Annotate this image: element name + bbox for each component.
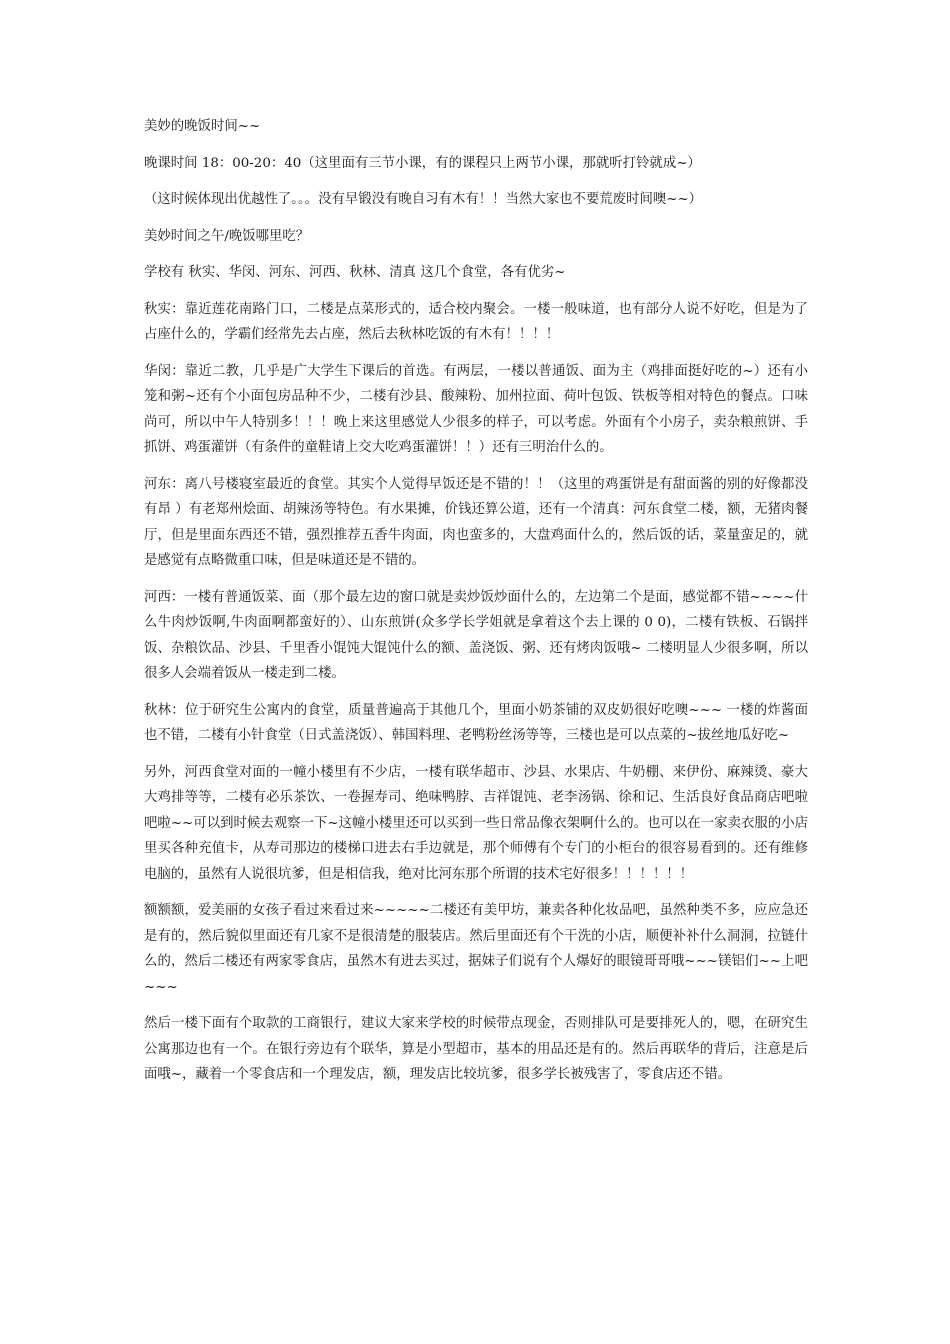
paragraph-small-building-shops: 另外，河西食堂对面的一幢小楼里有不少店，一楼有联华超市、沙县、水果店、牛奶棚、来伊份、麻辣烫、豪大大鸡排等等，二楼有必乐茶饮、一卷握寿司、绝味鸭脖、吉祥馄饨、老李汤锅、徐和记、生活良好食品商店吧啦吧啦~~可以到时候去观察一下~这幢小楼里还可以买到一些日常品像衣架啊什么的。也可以在一家卖衣服的小店里买各种充值卡，从寿司那边的楼梯口进去右手边就是，那个师傅有个专门的小柜台的很容易看到的。还有维修电脑的，虽然有人说很坑爹，但是相信我，绝对比河东那个所谓的技术宅好很多！！！！！！ [144, 764, 808, 882]
section-heading-where-to-eat: 美妙时间之午/晚饭哪里吃？ [144, 228, 310, 244]
paragraph-qiushi: 秋实：靠近莲花南路门口，二楼是点菜形式的，适合校内聚会。一楼一般味道，也有部分人说不好吃，但是为了占座什么的，学霸们经常先去占座，然后去秋林吃饭的有木有！！！！ [144, 301, 808, 342]
paragraph-qiulin: 秋林：位于研究生公寓内的食堂，质量普遍高于其他几个，里面小奶茶铺的双皮奶很好吃噢~~~ 一楼的炸酱面也不错，二楼有小针食堂（日式盖浇饭）、韩国料理、老鸭粉丝汤等等，三楼也是可以点菜的~拔丝地瓜好吃~ [144, 702, 808, 743]
page-title: 美妙的晚饭时间~~ [144, 119, 261, 134]
paragraph-advantage-note: （这时候体现出优越性了。。。没有早锻没有晚自习有木有！！当然大家也不要荒废时间噢~~） [144, 192, 703, 207]
paragraph-hexi: 河西：一楼有普通饭菜、面（那个最左边的窗口就是卖炒饭炒面什么的，左边第二个是面，感觉都不错~~~~什么牛肉炒饭啊,牛肉面啊都蛮好的）、山东煎饼(众多学长学姐就是拿着这个去上课的 0 0)，二楼有铁板、石锅拌饭、杂粮饮品、沙县、千里香小馄饨大馄饨什么的额、盖浇饭、粥、还有烤肉饭哦~ 二楼明显人少很多啊，所以很多人会端着饭从一楼走到二楼。 [144, 589, 808, 681]
paragraph-evening-class-time: 晚课时间 18：00-20：40（这里面有三节小课，有的课程只上两节小课，那就听打铃就成~） [144, 155, 701, 171]
paragraph-hedong: 河东：离八号楼寝室最近的食堂。其实个人觉得早饭还是不错的！！（这里的鸡蛋饼是有甜面酱的别的好像都没有昂 ）有老郑州烩面、胡辣汤等特色。有水果摊，价钱还算公道，还有一个清真：河东食堂二楼，额，无猪肉餐厅，但是里面东西还不错，强烈推荐五香牛肉面，肉也蛮多的，大盘鸡面什么的，然后饭的话，菜量蛮足的，就是感觉有点略微重口味，但是味道还是不错的。 [144, 476, 808, 568]
paragraph-beauty-shops: 额额额，爱美丽的女孩子看过来看过来~~~~~二楼还有美甲坊，兼卖各种化妆品吧，虽然种类不多，应应急还是有的，然后貌似里面还有几家不是很清楚的服装店。然后里面还有个干洗的小店，顺便补补什么洞洞，拉链什么的，然后二楼还有两家零食店，虽然木有进去买过，据妹子们说有个人爆好的眼镜哥哥哦~~~镁铝们~~上吧~~~ [144, 903, 808, 995]
document-body [144, 114, 808, 1099]
paragraph-bank-and-stores: 然后一楼下面有个取款的工商银行，建议大家来学校的时候带点现金，否则排队可是要排死人的，嗯，在研究生公寓那边也有一个。在银行旁边有个联华，算是小型超市，基本的用品还是有的。然后再联华的背后，注意是后面哦~，藏着一个零食店和一个理发店，额，理发店比较坑爹，很多学长被残害了，零食店还不错。 [144, 1016, 808, 1082]
paragraph-canteen-list: 学校有 秋实、华闵、河东、河西、秋林、清真 这几个食堂，各有优劣~ [144, 265, 566, 280]
paragraph-huamin: 华闵：靠近二教，几乎是广大学生下课后的首选。有两层，一楼以普通饭、面为主（鸡排面挺好吃的~）还有小笼和粥~还有个小面包房品种不少，二楼有沙县、酸辣粉、加州拉面、荷叶包饭、铁板等相对特色的餐点。口味尚可，所以中午人特别多！！！晚上来这里感觉人少很多的样子，可以考虑。外面有个小房子，卖杂粮煎饼、手抓饼、鸡蛋灌饼（有条件的童鞋请上交大吃鸡蛋灌饼！！）还有三明治什么的。 [144, 363, 808, 455]
